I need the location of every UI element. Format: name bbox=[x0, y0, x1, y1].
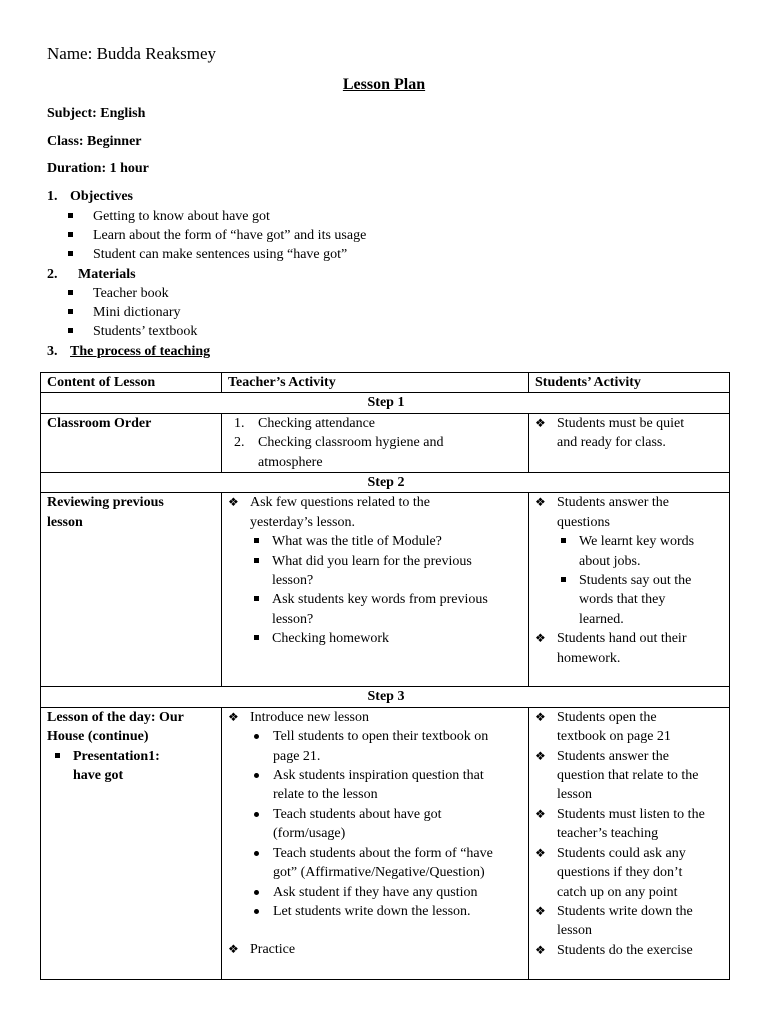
sub-list-item-continuation bbox=[228, 824, 524, 843]
list-item-text: Students open the bbox=[557, 709, 657, 725]
list-item-text: lesson? bbox=[272, 611, 314, 627]
list-item-text: Teach students about have got bbox=[273, 806, 442, 822]
list-item-text: Students must be quiet bbox=[557, 415, 685, 431]
list-item-text: got” (Affirmative/Negative/Question) bbox=[273, 865, 485, 881]
list-item-text: textbook on page 21 bbox=[557, 729, 671, 745]
list-item bbox=[68, 324, 197, 340]
list-item-text: Ask students inspiration question that bbox=[273, 768, 484, 784]
list-item-text: Students do the exercise bbox=[557, 942, 693, 958]
list-item bbox=[68, 247, 347, 263]
sub-list-item bbox=[535, 571, 725, 590]
list-item bbox=[68, 209, 270, 225]
sub-list-item-continuation bbox=[228, 785, 524, 804]
list-item-text: Checking homework bbox=[272, 631, 390, 647]
section-materials bbox=[47, 267, 136, 283]
list-item-continuation bbox=[535, 785, 725, 804]
table-row bbox=[41, 707, 730, 979]
list-item bbox=[535, 844, 725, 863]
list-item-text: words that they bbox=[579, 592, 666, 608]
square-bullet-icon bbox=[254, 596, 259, 601]
list-item-continuation bbox=[228, 513, 524, 532]
list-item-text: Students answer the bbox=[557, 748, 669, 764]
square-bullet-icon bbox=[561, 577, 566, 582]
sub-list-item bbox=[228, 844, 524, 863]
list-item-text: We learnt key words bbox=[579, 534, 695, 550]
sub-list-item-continuation bbox=[535, 610, 725, 629]
section-number: 2. bbox=[47, 267, 58, 282]
section-number: 3. bbox=[47, 344, 58, 359]
list-item-text: Mini dictionary bbox=[93, 305, 181, 320]
diamond-bullet-icon: ❖ bbox=[535, 415, 546, 430]
list-item-text: Ask students key words from previous bbox=[272, 592, 488, 608]
content-text: House (continue) bbox=[47, 729, 149, 745]
square-bullet-icon bbox=[68, 328, 73, 333]
diamond-bullet-icon: ❖ bbox=[228, 709, 239, 724]
content-cell bbox=[41, 413, 222, 472]
square-bullet-icon bbox=[254, 558, 259, 563]
square-bullet-icon bbox=[561, 538, 566, 543]
list-item bbox=[535, 941, 725, 960]
list-item bbox=[535, 747, 725, 766]
diamond-bullet-icon: ❖ bbox=[228, 942, 239, 957]
list-item-continuation bbox=[535, 513, 725, 532]
page-title: Lesson Plan bbox=[342, 76, 426, 93]
subject-line: Subject: English bbox=[47, 106, 146, 121]
sub-list-item bbox=[228, 727, 524, 746]
list-item-text: Tell students to open their textbook on bbox=[273, 729, 489, 745]
sub-list-item-continuation bbox=[228, 571, 524, 590]
diamond-bullet-icon: ❖ bbox=[228, 495, 239, 510]
list-item bbox=[535, 902, 725, 921]
diamond-bullet-icon: ❖ bbox=[535, 806, 546, 821]
sub-list-item bbox=[228, 902, 524, 921]
list-item-continuation bbox=[535, 766, 725, 785]
students-cell bbox=[529, 493, 730, 687]
list-item-text: learned. bbox=[579, 611, 624, 627]
content-text: Reviewing previous bbox=[47, 495, 164, 511]
list-item bbox=[228, 940, 524, 959]
list-item bbox=[68, 228, 366, 244]
list-item bbox=[535, 629, 725, 648]
list-item-continuation bbox=[228, 453, 524, 472]
list-item-text: lesson? bbox=[272, 573, 314, 589]
dot-bullet-icon bbox=[254, 909, 259, 914]
list-item bbox=[68, 305, 181, 321]
table-header-row bbox=[41, 373, 730, 393]
square-bullet-icon bbox=[254, 635, 259, 640]
list-item bbox=[68, 286, 169, 302]
list-item-text: homework. bbox=[557, 650, 621, 666]
diamond-bullet-icon: ❖ bbox=[535, 845, 546, 860]
list-item-text: Students write down the bbox=[557, 903, 693, 919]
section-label: Materials bbox=[78, 267, 136, 282]
students-cell bbox=[529, 413, 730, 472]
students-cell bbox=[529, 707, 730, 979]
lesson-table bbox=[40, 372, 730, 980]
sub-list-item bbox=[47, 747, 217, 766]
list-item-text: catch up on any point bbox=[557, 884, 678, 900]
list-item-text: relate to the lesson bbox=[273, 787, 378, 803]
teacher-cell bbox=[222, 413, 529, 472]
list-item-text: yesterday’s lesson. bbox=[250, 514, 355, 530]
list-item-text: Students could ask any bbox=[557, 845, 686, 861]
sub-list-item bbox=[228, 766, 524, 785]
list-item bbox=[228, 433, 524, 452]
list-item-continuation bbox=[535, 649, 725, 668]
sub-list-item bbox=[228, 590, 524, 609]
table-row bbox=[41, 413, 730, 472]
teacher-cell bbox=[222, 493, 529, 687]
column-header: Students’ Activity bbox=[529, 373, 730, 393]
diamond-bullet-icon: ❖ bbox=[535, 903, 546, 918]
list-number: 2. bbox=[234, 435, 245, 451]
section-process bbox=[47, 344, 210, 360]
square-bullet-icon bbox=[68, 309, 73, 314]
sub-list-item-continuation bbox=[228, 863, 524, 882]
list-item-continuation bbox=[535, 727, 725, 746]
sub-list-item-continuation bbox=[47, 766, 217, 785]
section-label: Objectives bbox=[70, 189, 133, 204]
list-item-text: questions bbox=[557, 514, 610, 530]
list-item-continuation bbox=[535, 921, 725, 940]
list-item bbox=[228, 493, 524, 512]
step-row bbox=[41, 473, 730, 493]
diamond-bullet-icon: ❖ bbox=[535, 748, 546, 763]
list-item-text: Checking attendance bbox=[258, 415, 376, 431]
duration-line: Duration: 1 hour bbox=[47, 161, 149, 176]
section-objectives bbox=[47, 189, 133, 205]
list-item-text: Students answer the bbox=[557, 495, 669, 511]
sub-list-item bbox=[535, 532, 725, 551]
sub-list-item bbox=[228, 552, 524, 571]
list-item-text: question that relate to the bbox=[557, 768, 699, 784]
list-item-text: Checking classroom hygiene and bbox=[258, 435, 444, 451]
list-item bbox=[228, 708, 524, 727]
list-item-text: What did you learn for the previous bbox=[272, 553, 472, 569]
step-label: Step 3 bbox=[41, 687, 730, 707]
list-item-text: Presentation1: bbox=[73, 748, 160, 764]
content-cell bbox=[41, 493, 222, 687]
list-item-text: Teacher book bbox=[93, 286, 169, 301]
sub-list-item-continuation bbox=[535, 552, 725, 571]
list-item-text: Learn about the form of “have got” and its usage bbox=[93, 228, 367, 243]
content-text: Lesson of the day: Our bbox=[47, 709, 184, 725]
student-name: Name: Budda Reaksmey bbox=[47, 44, 217, 63]
list-item-text: lesson bbox=[557, 923, 592, 939]
content-text: lesson bbox=[47, 514, 83, 530]
list-item-continuation bbox=[535, 863, 725, 882]
list-item-text: teacher’s teaching bbox=[557, 826, 659, 842]
list-item-text: Students hand out their bbox=[557, 631, 687, 647]
list-item-text: atmosphere bbox=[258, 454, 323, 470]
dot-bullet-icon bbox=[254, 773, 259, 778]
list-item-text: and ready for class. bbox=[557, 435, 666, 451]
square-bullet-icon bbox=[68, 290, 73, 295]
class-line: Class: Beginner bbox=[47, 134, 142, 149]
diamond-bullet-icon: ❖ bbox=[535, 495, 546, 510]
sub-list-item-continuation bbox=[535, 590, 725, 609]
dot-bullet-icon bbox=[254, 851, 259, 856]
sub-list-item bbox=[228, 805, 524, 824]
list-item-text: Let students write down the lesson. bbox=[273, 903, 471, 919]
step-row bbox=[41, 687, 730, 707]
dot-bullet-icon bbox=[254, 812, 259, 817]
list-item-continuation bbox=[535, 433, 725, 452]
list-item-text: page 21. bbox=[273, 748, 321, 764]
list-number: 1. bbox=[234, 415, 245, 431]
list-item-text: about jobs. bbox=[579, 553, 641, 569]
square-bullet-icon bbox=[55, 753, 60, 758]
list-item-text: have got bbox=[73, 768, 124, 784]
table-row bbox=[41, 493, 730, 687]
list-item-text: Student can make sentences using “have got” bbox=[93, 247, 348, 262]
list-item-text: Ask student if they have any qustion bbox=[273, 884, 478, 900]
sub-list-item-continuation bbox=[228, 747, 524, 766]
list-item bbox=[535, 493, 725, 512]
square-bullet-icon bbox=[68, 213, 73, 218]
list-item-text: What was the title of Module? bbox=[272, 534, 442, 550]
step-label: Step 2 bbox=[41, 473, 730, 493]
dot-bullet-icon bbox=[254, 734, 259, 739]
section-label: The process of teaching bbox=[70, 344, 211, 359]
square-bullet-icon bbox=[68, 232, 73, 237]
list-item-text: questions if they don’t bbox=[557, 865, 683, 881]
sub-list-item bbox=[228, 629, 524, 648]
list-item bbox=[535, 805, 725, 824]
list-item-text: (form/usage) bbox=[273, 826, 346, 842]
teacher-cell bbox=[222, 707, 529, 979]
list-item-text: Teach students about the form of “have bbox=[273, 845, 493, 861]
content-cell bbox=[41, 707, 222, 979]
diamond-bullet-icon: ❖ bbox=[535, 709, 546, 724]
list-item-continuation bbox=[535, 824, 725, 843]
list-item bbox=[535, 414, 725, 433]
list-item bbox=[228, 414, 524, 433]
list-item-text: lesson bbox=[557, 787, 592, 803]
list-item-text: Practice bbox=[250, 942, 296, 958]
diamond-bullet-icon: ❖ bbox=[535, 631, 546, 646]
sub-list-item bbox=[228, 532, 524, 551]
list-item bbox=[535, 708, 725, 727]
section-number: 1. bbox=[47, 189, 58, 204]
list-item-text: Students must listen to the bbox=[557, 806, 705, 822]
column-header: Content of Lesson bbox=[41, 373, 222, 393]
content-text: Classroom Order bbox=[47, 415, 152, 431]
list-item-text: Getting to know about have got bbox=[93, 209, 270, 224]
square-bullet-icon bbox=[254, 538, 259, 543]
column-header: Teacher’s Activity bbox=[222, 373, 529, 393]
dot-bullet-icon bbox=[254, 890, 259, 895]
list-item-text: Students’ textbook bbox=[93, 324, 198, 339]
list-item-continuation bbox=[535, 883, 725, 902]
step-label: Step 1 bbox=[41, 393, 730, 413]
step-row bbox=[41, 393, 730, 413]
list-item-text: Introduce new lesson bbox=[250, 709, 369, 725]
sub-list-item-continuation bbox=[228, 610, 524, 629]
list-item-text: Ask few questions related to the bbox=[250, 495, 431, 511]
diamond-bullet-icon: ❖ bbox=[535, 942, 546, 957]
list-item-text: Students say out the bbox=[579, 573, 692, 589]
square-bullet-icon bbox=[68, 251, 73, 256]
sub-list-item bbox=[228, 883, 524, 902]
